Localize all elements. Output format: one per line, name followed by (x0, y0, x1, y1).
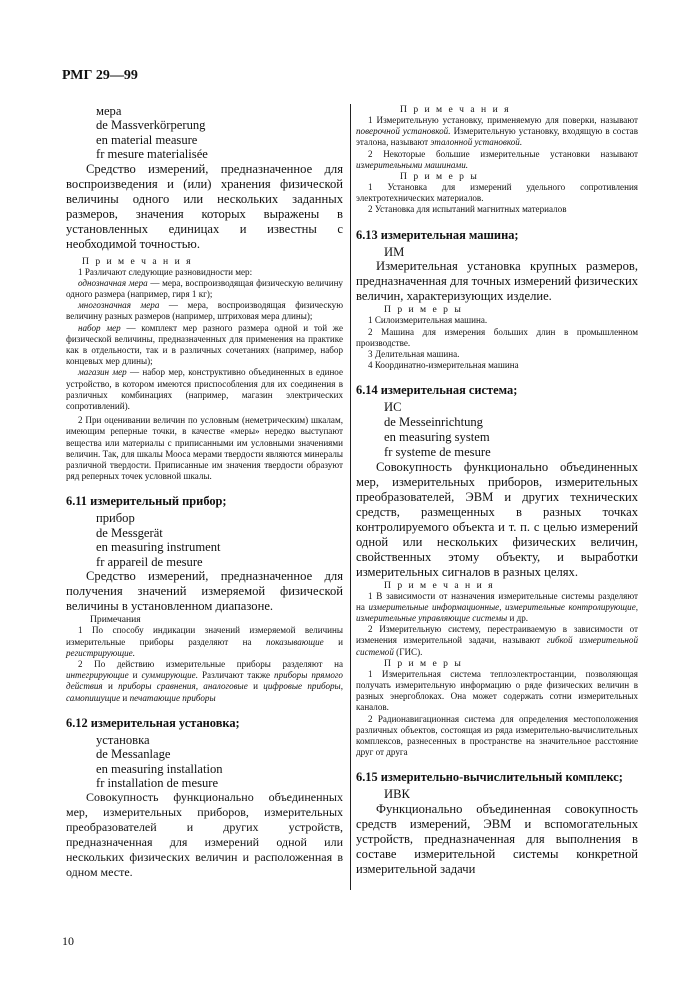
section-6-11-title: 6.11 измерительный прибор; (66, 494, 227, 509)
section-6-11-note-2: 2 По действию измерительные приборы разделяют на интегрирующие и суммирующие. Различают также приборы прямого действия и приборы сравнения, аналоговые и цифровые приборы, самопишущие и печатающие приборы (66, 658, 343, 703)
left-column (66, 104, 344, 880)
section-6-14-example-1: 1 Измерительная система теплоэлектростанции, позволяющая получать измерительную информацию о ряде физических величин в разных энергоблоках. Она может содержать сотни измерительных каналов. (356, 668, 638, 713)
term-fr: fr appareil de mesure (96, 554, 203, 569)
term-de: de Messeinrichtung (384, 415, 483, 430)
term-ru: установка (96, 732, 150, 747)
note-1-a: однозначная мера — мера, воспроизводящая физическую величину одного размера (например, гиря 1 кг); (66, 277, 343, 300)
section-6-11-note-1: 1 По способу индикации значений измеряемой величины измерительные приборы разделяют на показывающие и регистрирующие. (66, 625, 343, 658)
section-6-14-example-2: 2 Радионавигационная система для определения местоположения различных объектов, состоящая из ряда измерительно-вычислительных комплексов, разнесенных в пространстве на значительное расстояние друг от друга (356, 713, 638, 758)
term-en: en measuring system (384, 430, 490, 445)
notes-title: П р и м е ч а н и я (82, 255, 193, 267)
term-fr: fr systeme de mesure (384, 444, 491, 459)
note-2: 2 При оценивании величин по условным (неметрическим) шкалам, имеющим реперные точки, в качестве «меры» нередко выступают вещества или материалы с приписанными им условными значениями величин. Так, для шкалы Мооса мерами твердости являются минералы различной твердости. Приписанные им значения твердости образуют ряд реперных точек условной шкалы. (66, 415, 343, 482)
section-6-13-example-4: 4 Координатно-измерительная машина (368, 360, 519, 371)
section-6-12-definition: Совокупность функционально объединенных мер, измерительных приборов, измерительных преобразователей и других устройств, предназначенная для измерений одной или нескольких физических величин и расположенная в одном месте. (66, 790, 343, 880)
term-abbr: ИС (384, 400, 402, 415)
term-ru: прибор (96, 511, 135, 526)
column-divider (350, 104, 351, 890)
term-ru: мера (96, 104, 122, 118)
right-column (356, 104, 638, 877)
section-6-12-title: 6.12 измерительная установка; (66, 715, 240, 730)
page-header: РМГ 29—99 (62, 68, 138, 83)
section-6-11-definition: Средство измерений, предназначенное для получения значений измеряемой физической величины в установленном диапазоне. (66, 569, 343, 614)
term-fr: fr mesure materialisée (96, 147, 208, 162)
note-1-intro: 1 Различают следующие разновидности мер: (78, 266, 253, 277)
section-6-13-examples-title: П р и м е р ы (384, 304, 463, 316)
section-6-15-definition: Функционально объединенная совокупность средств измерений, ЭВМ и вспомогательных устройств, предназначенная для выполнения в составе измерительной системы конкретной измерительной задачи (356, 802, 638, 877)
section-6-13-title: 6.13 измерительная машина; (356, 227, 519, 242)
section-6-15-title: 6.15 измерительно-вычислительный комплекс; (356, 770, 623, 785)
section-6-13-abbr: ИМ (384, 244, 405, 259)
note-1-b: многозначная мера — мера, воспроизводящая физическую величину разных размеров (например, штриховая мера длины); (66, 300, 343, 322)
section-6-14-notes-title: П р и м е ч а н и я (384, 579, 495, 591)
term-fr: fr installation de mesure (96, 775, 219, 790)
section-6-13-example-2: 2 Машина для измерения больших длин в промышленном производстве. (356, 326, 638, 348)
term-de: de Massverkörperung (96, 118, 206, 133)
example-2: 2 Установка для испытаний магнитных материалов (368, 204, 567, 215)
section-6-13-example-1: 1 Силоизмерительная машина. (368, 315, 488, 326)
section-6-14-definition: Совокупность функционально объединенных мер, измерительных приборов, измерительных преобразователей, ЭВМ и других технических средств, размещенных в разных точках контролируемого объекта и т. п. с целью измерений одной или нескольких физических величин, свойственных этому объекту, и выработки измерительных сигналов в разных целях. (356, 459, 638, 579)
term-en: en material measure (96, 132, 198, 147)
section-6-14-examples-title: П р и м е р ы (384, 657, 463, 669)
section-6-11-notes-title: Примечания (90, 614, 141, 626)
term-de: de Messgerät (96, 525, 163, 540)
notes-title: П р и м е ч а н и я (400, 104, 511, 115)
term-en: en measuring instrument (96, 540, 221, 555)
note-1: 1 Измерительную установку, применяемую для поверки, называют поверочной установкой. Измерительную установку, входящую в состав эталона, называют эталонной установкой. (356, 115, 638, 148)
example-1: 1 Установка для измерений удельного сопротивления электротехнических материалов. (356, 182, 638, 204)
term-de: de Messanlage (96, 747, 171, 762)
note-1-d: магазин мер — набор мер, конструктивно объединенных в единое устройство, в котором имеются приспособления для их соединения в различных комбинациях (например, магазин электрических сопротивлений). (66, 367, 343, 412)
note-1-c: набор мер — комплект мер разного размера одной и той же физической величины, предназначенных для применения на практике как в отдельности, так и в различных сочетаниях (например, набор концевых мер длины); (66, 322, 344, 367)
section-6-14-note-1: 1 В зависимости от назначения измерительные системы разделяют на измерительные информационные, измерительные контролирующие, измерительные управляющие системы и др. (356, 590, 638, 624)
section-6-13-example-3: 3 Делительная машина. (368, 349, 460, 360)
section-6-13-definition: Измерительная установка крупных размеров, предназначенная для точных измерений физических величин, характеризующих изделие. (356, 259, 638, 304)
section-6-15-abbr: ИВК (384, 787, 410, 802)
section-6-14-title: 6.14 измерительная система; (356, 383, 518, 398)
examples-title: П р и м е р ы (400, 171, 479, 183)
section-6-14-note-2: 2 Измерительную систему, перестраиваемую в зависимости от изменения измерительной задачи, называют гибкой измерительной системой (ГИС). (356, 624, 638, 657)
note-2: 2 Некоторые большие измерительные установки называют измерительными машинами. (356, 148, 638, 170)
page-number: 10 (62, 934, 74, 948)
term-en: en measuring installation (96, 761, 223, 776)
mera-definition: Средство измерений, предназначенное для воспроизведения и (или) хранения физической величины одного или нескольких заданных размеров, значения которых выражены в установленных единицах и известны с необходимой точностью. (66, 161, 343, 251)
